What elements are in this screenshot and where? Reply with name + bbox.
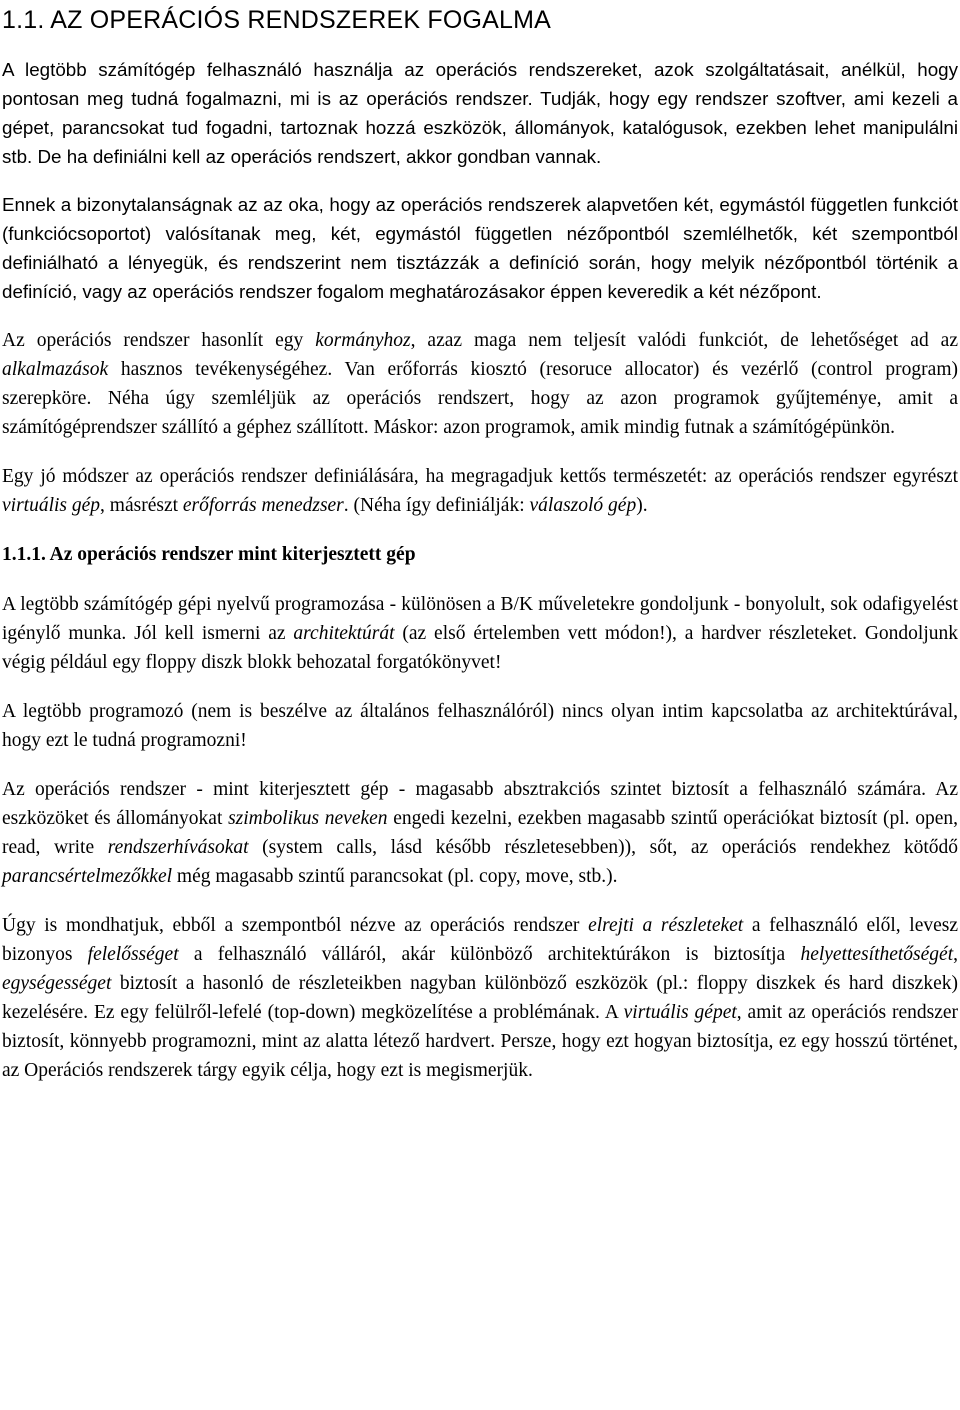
text-run: engedi kezelni, ezekben magasabb szintű operációkat biztosít (pl. open, read, write: [2, 808, 958, 858]
text-run: , másrészt: [100, 495, 183, 516]
text-run: a felhasználó válláról, akár különböző architektúrákon is biztosítja: [178, 944, 801, 965]
text-run: (system calls, lásd később részletesebben)), sőt, az operációs rendekhez kötődő: [248, 837, 959, 858]
text-run: A legtöbb számítógép gépi nyelvű programozása - különösen a B/K műveletekre gondoljunk - bonyolult, sok odafigyelést igénylő munka. Jól kell ismerni az: [2, 594, 958, 644]
paragraph-government-analogy: [2, 326, 958, 442]
text-run: Egy jó módszer az operációs rendszer definiálására, ha megragadjuk kettős természetét: az operációs rendszer egyrészt: [2, 466, 958, 487]
paragraph-hiding-details: [2, 911, 958, 1085]
text-run: ).: [636, 495, 648, 516]
emphasis-egysegesseget: egységességet: [2, 973, 112, 994]
text-run: ,: [953, 944, 958, 965]
emphasis-rendszerhivasokat: rendszerhívásokat: [107, 837, 249, 858]
text-run: még magasabb szintű parancsokat (pl. copy, move, stb.).: [172, 866, 618, 887]
emphasis-felelosseget: felelősséget: [87, 944, 179, 965]
emphasis-elrejti: elrejti a részleteket: [588, 915, 744, 936]
text-run: , azaz maga nem teljesít valódi funkciót, de lehetőséget ad az: [410, 330, 958, 351]
emphasis-parancsertelmezokkel: parancsértelmezőkkel: [2, 866, 173, 887]
paragraph-programmer-intimacy: A legtöbb programozó (nem is beszélve az általános felhasználóról) nincs olyan intim kapcsolatba az architektúrával, hogy ezt le tudná programozni!: [2, 701, 958, 751]
text-run: . (Néha így definiálják:: [343, 495, 530, 516]
emphasis-kormanyhoz: kormányhoz: [315, 330, 411, 351]
text-run: , amit az operációs rendszer biztosít, könnyebb programozni, mint az alatta létező hardvert. Persze, hogy ezt hogyan biztosítja, ez egy hosszú történet, az Operációs rendszerek tárgy egyik célja, hogy ezt is megismerjük.: [2, 1002, 959, 1081]
text-run: hasznos tevékenységéhez. Van erőforrás kiosztó (resoruce allocator) és vezérlő (control program) szerepköre. Néha úgy szemléljük az operációs rendszert, hogy az azon programok gyűjteménye, amit a számítógéprendszer szállító a géphez szállított. Máskor: azon programok, amik mindig futnak a számítógépünkön.: [2, 359, 958, 438]
text-run: Az operációs rendszer - mint kiterjesztett gép - magasabb absztrakciós szintet biztosít a felhasználó számára. Az eszközöket és állományokat: [2, 779, 958, 829]
subsection-heading: 1.1.1. Az operációs rendszer mint kiterjesztett gép: [2, 544, 416, 565]
emphasis-virtualis-gep: virtuális gép: [2, 495, 101, 516]
emphasis-helyettesithetoseget: helyettesíthetőségét: [800, 944, 954, 965]
paragraph-intro: [2, 55, 958, 171]
paragraph-dual-nature: [2, 462, 958, 520]
paragraph-extended-machine: [2, 775, 958, 891]
paragraph-machine-language: [2, 590, 958, 677]
section-heading: 1.1. AZ OPERÁCIÓS RENDSZEREK FOGALMA: [2, 6, 551, 34]
emphasis-virtualis-gepet: virtuális gépet: [623, 1002, 737, 1023]
emphasis-valaszolo-gep: válaszoló gép: [529, 495, 637, 516]
emphasis-alkalmazasok: alkalmazások: [2, 359, 109, 380]
emphasis-architekturat: architektúrát: [293, 623, 395, 644]
text-run: biztosít a hasonló de részleteikben nagyban különböző eszközök (pl.: floppy diszkek és hard diszkek) kezelésére. Ez egy felülről-lefelé (top-down) megközelítése a problémának. A: [2, 973, 958, 1023]
emphasis-eroforras-menedzser: erőforrás menedzser: [182, 495, 344, 516]
emphasis-szimbolikus-neveken: szimbolikus neveken: [228, 808, 388, 829]
paragraph-uncertainty: Ennek a bizonytalanságnak az az oka, hogy az operációs rendszerek alapvetően két, egymástól független funkciót (funkciócsoportot) valósítanak meg, két, egymástól független nézőpontból szemlélhetők, két szempontból definiálható a lényegük, és rendszerint nem tisztázzák a definíció során, hogy melyik nézőpontból történik a definíció, vagy az operációs rendszer fogalom meghatározásakor éppen keveredik a két nézőpont.: [2, 194, 958, 302]
paragraph-intro-text-a: A legtöbb számítógép felhasználó használja az operációs rendszereket, azok szolgáltatásait, anélkül, hogy pontosan meg tudná fogalmazni, mi is az operációs rendszer.: [2, 59, 958, 109]
paragraph-intro-text-b: Tudják, hogy egy rendszer szoftver, ami kezeli a gépet, parancsokat tud fogadni, tartoznak hozzá eszközök, állományok, katalógusok, ezekben lehet manipulálni stb. De ha definiálni kell az operációs rendszert, akkor gondban vannak.: [2, 88, 958, 167]
text-run: Az operációs rendszer hasonlít egy: [2, 330, 316, 351]
text-run: Úgy is mondhatjuk, ebből a szempontból nézve az operációs rendszer: [2, 915, 589, 936]
text-run: (az első értelemben vett módon!), a hardver részleteket. Gondoljunk végig például egy floppy diszk blokk behozatal forgatókönyvet!: [2, 623, 958, 673]
text-run: a felhasználó elől, levesz bizonyos: [2, 915, 959, 965]
